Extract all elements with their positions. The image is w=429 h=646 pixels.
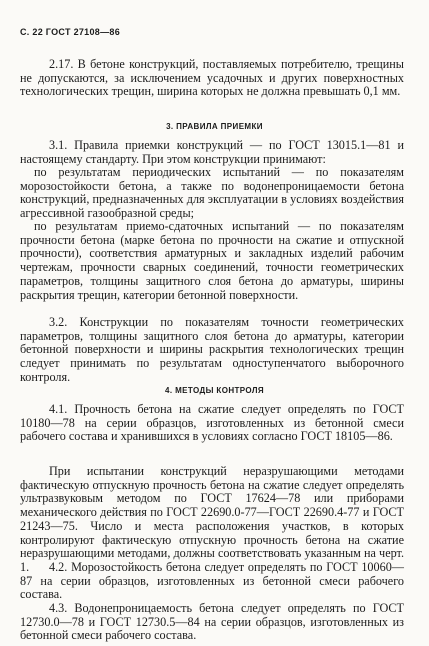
section-4-heading: 4. МЕТОДЫ КОНТРОЛЯ	[164, 386, 265, 395]
paragraph-4-3: 4.3. Водонепроницаемость бетона следует определять по ГОСТ 12730.0—78 и ГОСТ 12730.5—84 на серии образцов, изготовленных из бетонной смеси рабочего состава.	[20, 601, 404, 643]
paragraph-3-1-acceptance: по результатам приемо-сдаточных испытаний — по показателям прочности бетона (марке бетона по прочности на сжатие и отпускной прочности), соответствия арматурных и закладных изделий рабочим чертежам, прочности сварных соединений, точности геометрических параметров, толщины защитного слоя бетона до арматуры, ширины раскрытия трещин, категории бетонной поверхности.	[20, 219, 404, 302]
paragraph-3-2: 3.2. Конструкции по показателям точности геометрических параметров, толщины защитного слоя бетона до арматуры, категории бетонной поверхности и ширины раскрытия технологических трещин следует принимать по результатам одноступенчатого выборочного контроля.	[20, 315, 404, 384]
page-header: С. 22 ГОСТ 27108—86	[20, 27, 121, 37]
section-3-heading: 3. ПРАВИЛА ПРИЕМКИ	[166, 122, 263, 131]
paragraph-3-1-periodic: по результатам периодических испытаний — по показателям морозостойкости бетона, а также по водонепроницаемости бетона конструкций, предназначенных для эксплуатации в условиях воздействия агрессивной газообразной среды;	[20, 165, 404, 221]
paragraph-4-2: 4.2. Морозостойкость бетона следует определять по ГОСТ 10060—87 на серии образцов, изготовленных из бетонной смеси рабочего состава.	[20, 560, 404, 602]
paragraph-3-1: 3.1. Правила приемки конструкций — по ГОСТ 13015.1—81 и настоящему стандарту. При этом конструкции принимают:	[20, 138, 404, 166]
paragraph-4-1-nondestructive: При испытании конструкций неразрушающими методами фактическую отпускную прочность бетона на сжатие следует определять ультразвуковым методом по ГОСТ 17624—78 или приборами механического действия по ГОСТ 22690.0-77—ГОСТ 22690.4-77 и ГОСТ 21243—75. Число и места расположения участков, в которых контролируют фактическую отпускную прочность бетона на сжатие неразрушающими методами, должны соответствовать указанным на черт. 1.	[20, 464, 404, 574]
paragraph-4-1: 4.1. Прочность бетона на сжатие следует определять по ГОСТ 10180—78 на серии образцов, изготовленных из бетонной смеси рабочего состава и хранившихся в условиях согласно ГОСТ 18105—86.	[20, 402, 404, 444]
paragraph-2-17: 2.17. В бетоне конструкций, поставляемых потребителю, трещины не допускаются, за исключением усадочных и других поверхностных технологических трещин, ширина которых не должна превышать 0,1 мм.	[20, 57, 404, 99]
